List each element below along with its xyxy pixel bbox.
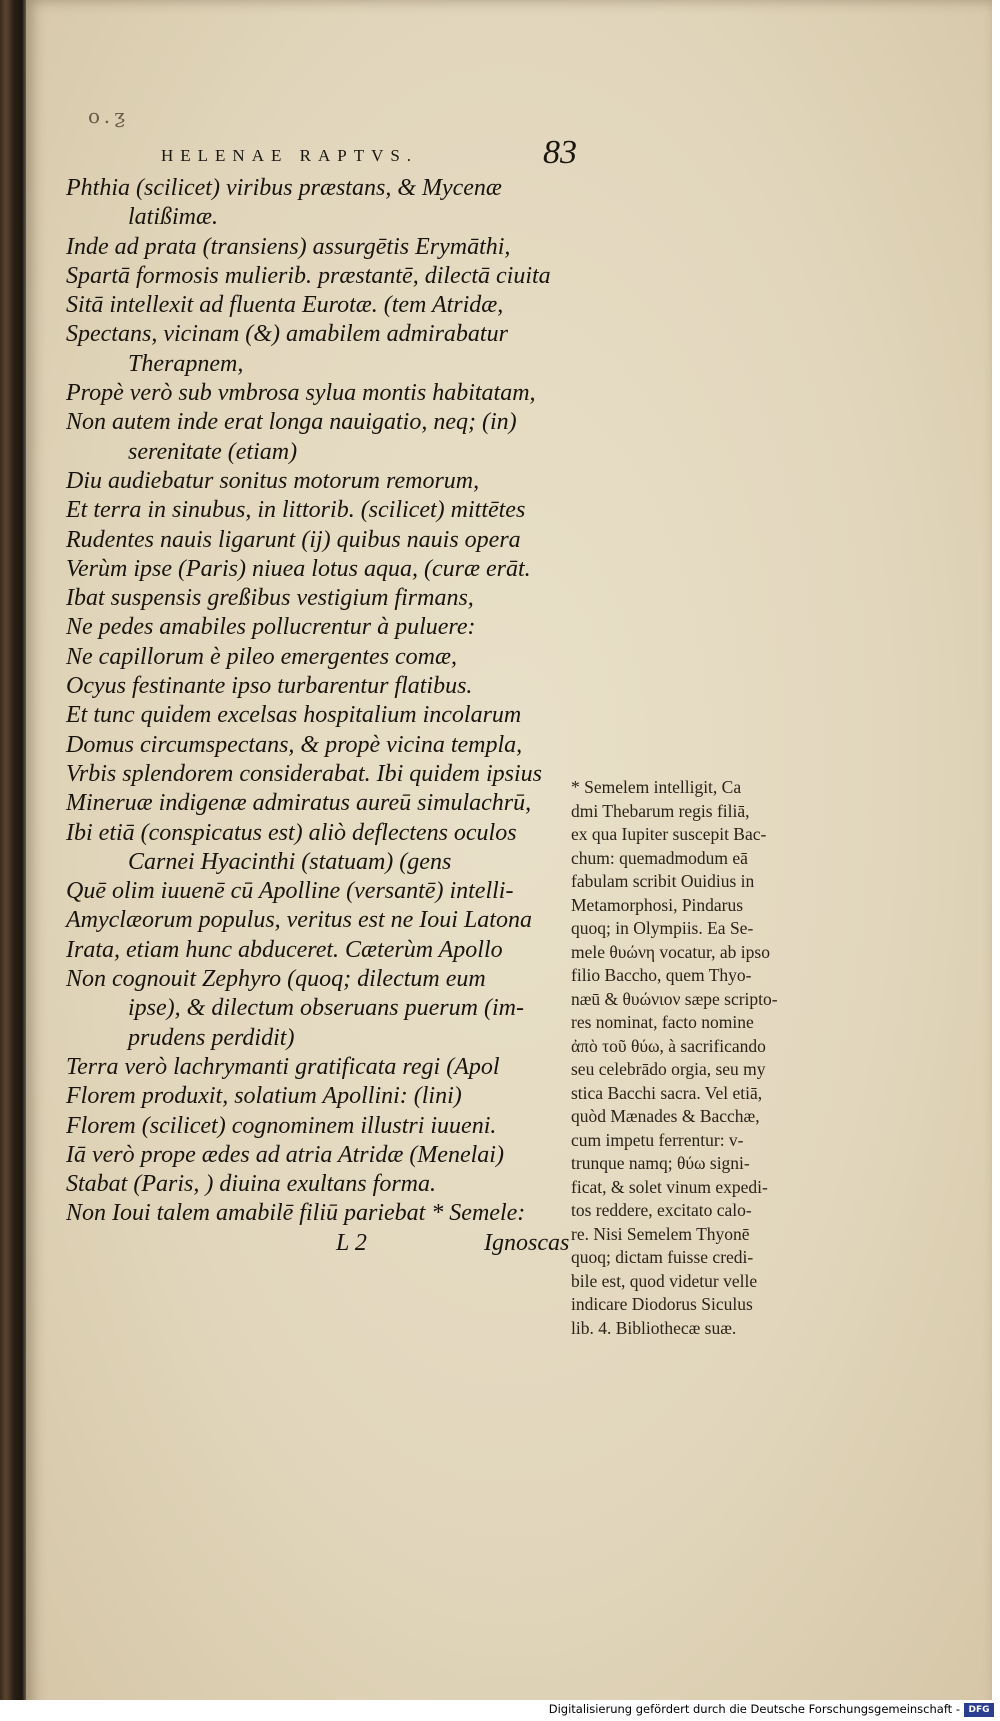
marginal-line: quoq; dictam fuisse credi-	[571, 1247, 754, 1267]
text-line: Quē olim iuuenē cū Apolline (versantē) intelli-	[66, 878, 514, 905]
marginal-line: dmi Thebarum regis filiā,	[571, 800, 750, 821]
page-number: 83	[543, 134, 577, 171]
marginal-line: tos reddere, excitato calo-	[571, 1200, 752, 1220]
digitization-footer	[0, 1700, 1000, 1721]
text-line: Iā verò prope ædes ad atria Atridæ (Menelai)	[66, 1141, 504, 1168]
running-head-title: HELENAE RAPTVS.	[161, 146, 419, 165]
marginal-line: * Semelem intelligit, Ca	[571, 777, 742, 797]
text-line: Florem produxit, solatium Apollini: (lini)	[66, 1083, 462, 1110]
text-line: Domus circumspectans, & propè vicina templa,	[66, 731, 523, 758]
text-line: Non Ioui talem amabilē filiū pariebat * Semele:	[66, 1200, 526, 1227]
text-line: Propè verò sub vmbrosa sylua montis habitatam,	[66, 380, 536, 407]
marginal-line: trunque namq; θύω signi-	[571, 1153, 750, 1173]
text-line: Non cognouit Zephyro (quoq; dilectum eum	[66, 966, 486, 993]
text-line: Florem (scilicet) cognominem illustri iuueni.	[66, 1112, 497, 1139]
marginal-line: indicare Diodorus Siculus	[571, 1294, 753, 1314]
text-line: Carnei Hyacinthi (statuam) (gens	[128, 848, 452, 875]
marginal-line: quoq; in Olympiis. Ea Se-	[571, 918, 754, 938]
text-line: Rudentes nauis ligarunt (ij) quibus nauis opera	[66, 526, 521, 553]
text-line: Mineruæ indigenæ admiratus aureū simulachrū,	[66, 790, 532, 817]
text-line: Vrbis splendorem considerabat. Ibi quidem ipsius	[66, 760, 542, 787]
text-line: Ne capillorum è pileo emergentes comæ,	[66, 643, 458, 670]
text-line: Ibi etiā (conspicatus est) aliò deflectens oculos	[66, 819, 517, 846]
marginal-line: bile est, quod videtur velle	[571, 1270, 758, 1291]
text-line: Inde ad prata (transiens) assurgētis Erymāthi,	[66, 233, 511, 260]
text-line: Phthia (scilicet) viribus præstans, & Mycenæ	[66, 175, 502, 201]
catchline	[66, 1229, 586, 1258]
text-line: Et tunc quidem excelsas hospitalium incolarum	[66, 702, 522, 729]
marginal-line: re. Nisi Semelem Thyonē	[571, 1223, 750, 1244]
text-line: Spartā formosis mulierib. præstantē, dilectā ciuita	[66, 262, 551, 289]
running-head	[161, 134, 621, 174]
marginal-line: lib. 4. Bibliothecæ suæ.	[571, 1317, 737, 1338]
marginal-line: stica Bacchi sacra. Vel etiā,	[571, 1082, 763, 1103]
marginal-line: fabulam scribit Ouidius in	[571, 871, 755, 891]
text-line: Diu audiebatur sonitus motorum remorum,	[66, 467, 480, 494]
signature-mark: L 2	[336, 1229, 367, 1256]
marginal-line: ex qua Iupiter suscepit Bac-	[571, 824, 767, 844]
text-line: Ibat suspensis greßibus vestigium firmans,	[66, 585, 474, 612]
text-line: Spectans, vicinam (&) amabilem admirabatur	[66, 321, 508, 348]
text-line: latißimæ.	[128, 204, 219, 231]
text-line: Sitā intellexit ad fluenta Eurotæ. (tem Atridæ,	[66, 292, 504, 319]
text-line: Ocyus festinante ipso turbarentur flatibus.	[66, 673, 473, 700]
marginal-line: næū & θυώνιον sæpe scripto-	[571, 988, 778, 1009]
dfg-logo: DFG	[964, 1703, 994, 1717]
marginal-line: cum impetu ferrentur: v-	[571, 1129, 744, 1150]
marginal-line: ficat, & solet vinum expedi-	[571, 1176, 768, 1197]
marginal-line: res nominat, facto nomine	[571, 1012, 754, 1032]
footer-credit: Digitalisierung gefördert durch die Deutsche Forschungsgemeinschaft -	[548, 1702, 960, 1716]
marginal-line: quòd Mænades & Bacchæ,	[571, 1106, 760, 1126]
book-page	[26, 0, 992, 1721]
text-line: Therapnem,	[128, 350, 244, 377]
text-line: Amyclæorum populus, veritus est ne Ioui Latona	[66, 907, 532, 934]
marginal-line: ἀπὸ τοῦ θύω, à sacrificando	[571, 1035, 766, 1056]
text-line: Non autem inde erat longa nauigatio, neq; (in)	[66, 409, 517, 436]
scan-margin	[992, 0, 1000, 1721]
marginal-line: Metamorphosi, Pindarus	[571, 894, 744, 915]
marginal-line: mele θυώνη vocatur, ab ipso	[571, 941, 770, 962]
text-line: Verùm ipse (Paris) niuea lotus aqua, (curæ erāt.	[66, 555, 531, 582]
text-line: Stabat (Paris, ) diuina exultans forma.	[66, 1171, 436, 1198]
marginal-line: filio Baccho, quem Thyo-	[571, 965, 752, 985]
text-line: serenitate (etiam)	[128, 438, 298, 465]
text-line: Et terra in sinubus, in littorib. (scilicet) mittētes	[66, 497, 526, 524]
marginal-note	[571, 776, 811, 1340]
text-line: Irata, etiam hunc abduceret. Cæterùm Apollo	[66, 936, 503, 963]
marginal-line: seu celebrādo orgia, seu my	[571, 1059, 766, 1079]
main-text-column	[66, 174, 586, 1258]
shelfmark-stamp: o.ƺ	[88, 104, 130, 128]
text-line: Ne pedes amabiles pollucrentur à puluere:	[66, 614, 476, 641]
text-line: Terra verò lachrymanti gratificata regi (Apol	[66, 1053, 500, 1080]
marginal-line: chum: quemadmodum eā	[571, 847, 748, 868]
text-line: prudens perdidit)	[128, 1024, 295, 1051]
text-line: ipse), & dilectum obseruans puerum (im-	[128, 995, 524, 1022]
catchword: Ignoscas	[484, 1229, 570, 1256]
